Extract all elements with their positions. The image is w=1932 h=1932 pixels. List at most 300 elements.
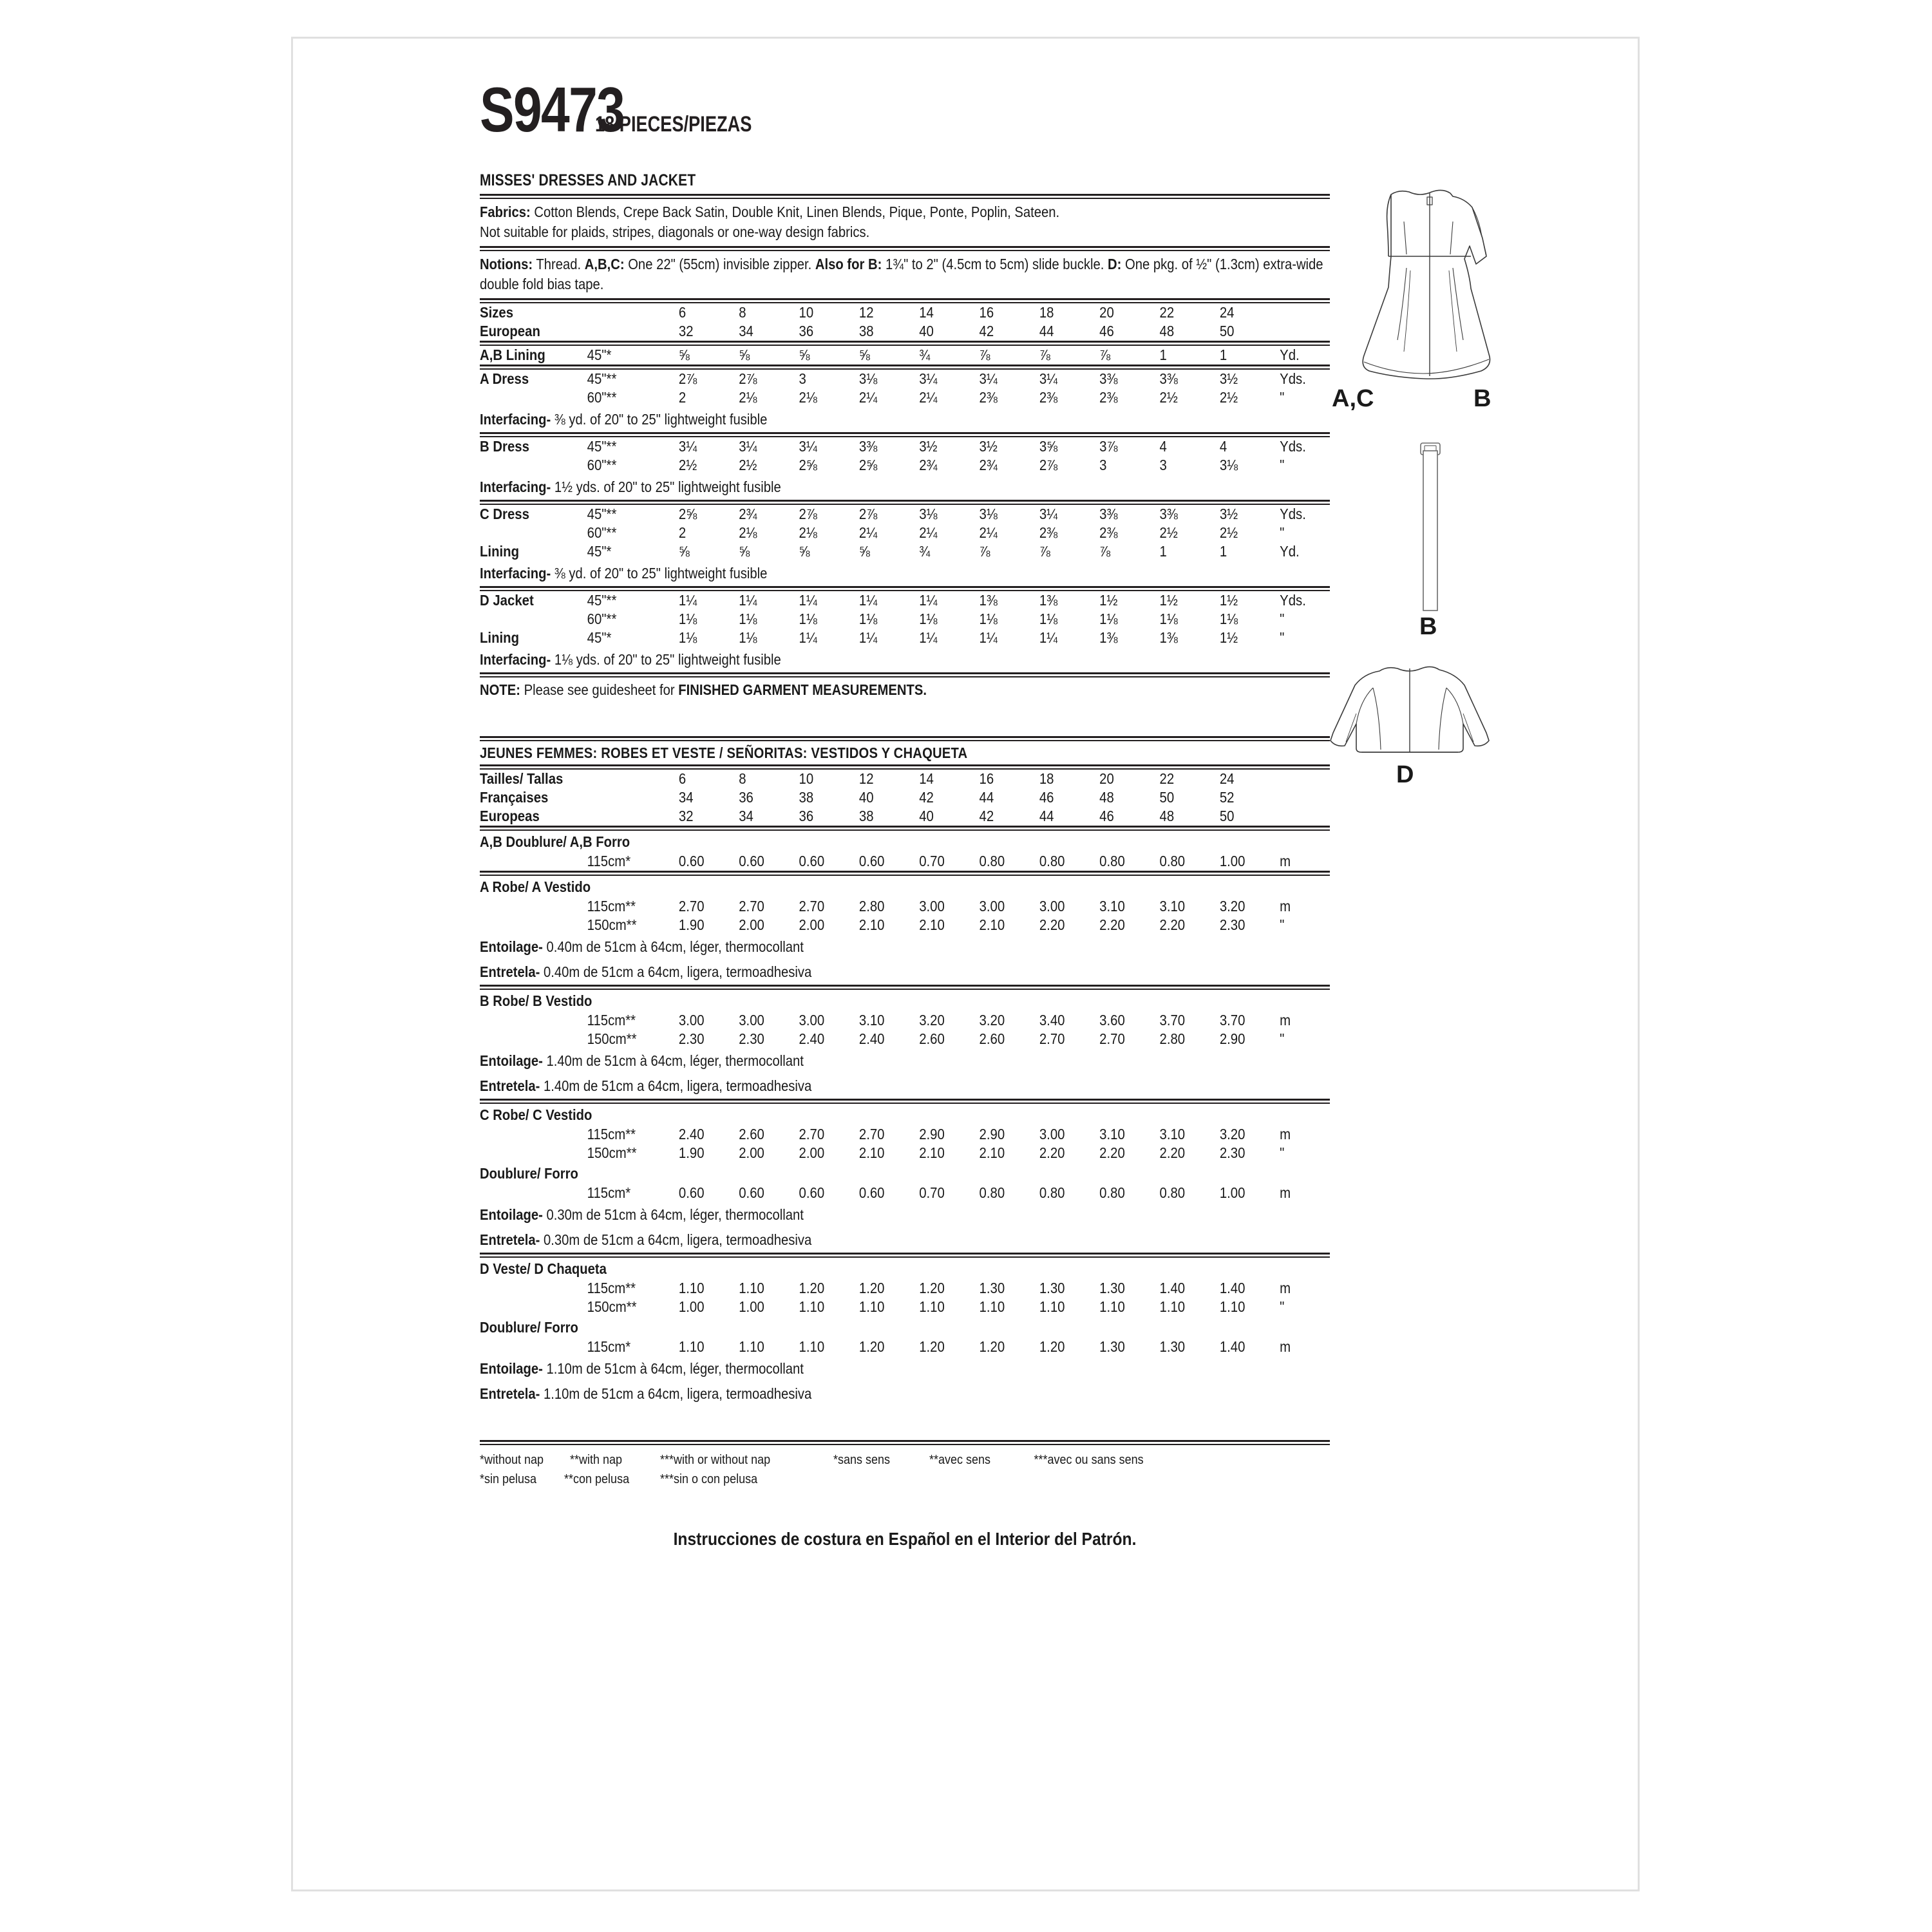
fabric-width: 60"** bbox=[587, 611, 617, 627]
yardage-value: 2.00 bbox=[799, 1144, 825, 1161]
interfacing-text: ⅜ yd. of 20" to 25" lightweight fusible bbox=[551, 411, 768, 428]
divider bbox=[480, 586, 1330, 591]
yardage-value: 3.00 bbox=[979, 898, 1005, 914]
divider bbox=[480, 672, 1330, 677]
metric-interfacing-text: 1.10m de 51cm a 64cm, ligera, termoadhesiva bbox=[540, 1385, 812, 1402]
yardage-value: 2⅛ bbox=[799, 389, 817, 406]
footnote-avec-ou-sans-sens: ***avec ou sans sens bbox=[1034, 1453, 1144, 1467]
yardage-value: 0.60 bbox=[799, 853, 825, 869]
yardage-value: 2½ bbox=[1219, 524, 1238, 541]
fabric-width bbox=[587, 807, 679, 826]
row-label bbox=[480, 388, 587, 407]
yardage-value: 2⅛ bbox=[739, 389, 757, 406]
yardage-value: 2¾ bbox=[979, 457, 998, 473]
yardage-value: ⅞ bbox=[1039, 346, 1050, 363]
metric-lining-table bbox=[480, 1184, 1330, 1202]
divider bbox=[480, 826, 1330, 831]
row-label: Françaises bbox=[480, 789, 549, 806]
interfacing-text: 1½ yds. of 20" to 25" lightweight fusible bbox=[551, 478, 781, 495]
header bbox=[480, 74, 1330, 155]
yardage-table bbox=[480, 370, 1330, 407]
yardage-value: 0.80 bbox=[1039, 853, 1065, 869]
fabric-width: 45"** bbox=[587, 592, 617, 609]
page-title: S9473 bbox=[480, 74, 625, 145]
yardage-value: 1.90 bbox=[678, 916, 705, 933]
metric-interfacing-line bbox=[480, 960, 1325, 985]
yardage-value: 44 bbox=[979, 789, 994, 806]
metric-interfacing-label: Entoilage- bbox=[480, 1360, 543, 1377]
fabric-width: 150cm** bbox=[587, 916, 637, 933]
yardage-value: 3¼ bbox=[919, 370, 938, 387]
yardage-value: 3⅜ bbox=[1159, 506, 1178, 522]
yardage-value: 2⅞ bbox=[858, 506, 878, 522]
divider bbox=[480, 246, 1330, 251]
yardage-value: 1.20 bbox=[799, 1280, 825, 1296]
yardage-value: 1½ bbox=[1099, 592, 1118, 609]
yardage-value: 3⅛ bbox=[858, 370, 878, 387]
yardage-value: 1.10 bbox=[739, 1338, 764, 1355]
yardage-value: 34 bbox=[739, 323, 753, 339]
notions-text-1: Thread. bbox=[533, 256, 585, 272]
yardage-value: 3 bbox=[799, 370, 806, 387]
metric-yardage-row bbox=[480, 1011, 1330, 1030]
yardage-value: 1⅛ bbox=[739, 629, 757, 646]
yardage-value: 1¼ bbox=[858, 592, 878, 609]
dress-figure bbox=[1327, 161, 1546, 438]
yardage-value: 18 bbox=[1039, 770, 1054, 787]
fabric-width bbox=[587, 770, 679, 788]
row-label: A,B Lining bbox=[480, 346, 545, 363]
metric-yardage-groups bbox=[480, 831, 1330, 1406]
metric-interfacing-text: 1.40m de 51cm a 64cm, ligera, termoadhesiva bbox=[540, 1077, 812, 1094]
yardage-value: 2.10 bbox=[979, 1144, 1005, 1161]
yardage-value: 1⅛ bbox=[739, 611, 757, 627]
yardage-value: 1.00 bbox=[739, 1298, 764, 1315]
yardage-value: 2.10 bbox=[919, 916, 945, 933]
yardage-value: 3¼ bbox=[979, 370, 998, 387]
yardage-value: 2.30 bbox=[678, 1030, 705, 1047]
yardage-value: 38 bbox=[799, 789, 814, 806]
yardage-value: 1⅛ bbox=[979, 611, 998, 627]
yardage-value: 2½ bbox=[1159, 524, 1178, 541]
row-label bbox=[480, 1338, 587, 1356]
yardage-value: 1⅛ bbox=[919, 611, 938, 627]
belt-label-b: B bbox=[1419, 613, 1437, 640]
yardage-value: 1¼ bbox=[799, 592, 817, 609]
yardage-value: 1¼ bbox=[1039, 629, 1058, 646]
yardage-value: ⅝ bbox=[799, 543, 810, 560]
yardage-value: 4 bbox=[1219, 438, 1227, 455]
divider bbox=[480, 500, 1330, 505]
interfacing-line bbox=[480, 647, 1325, 672]
row-label bbox=[480, 610, 587, 629]
yardage-value: 2.00 bbox=[799, 916, 825, 933]
row-label: Lining bbox=[480, 543, 520, 560]
yardage-value: 2.30 bbox=[739, 1030, 764, 1047]
interfacing-label: Interfacing- bbox=[480, 478, 551, 495]
row-label bbox=[480, 852, 587, 871]
yardage-value: 3.00 bbox=[739, 1012, 764, 1028]
unit-label: m bbox=[1280, 898, 1291, 914]
yardage-value: 1 bbox=[1159, 346, 1167, 363]
yardage-value: 2¼ bbox=[919, 389, 938, 406]
yardage-value: ⅝ bbox=[799, 346, 810, 363]
unit-label: Yds. bbox=[1280, 438, 1306, 455]
metric-interfacing-label: Entretela- bbox=[480, 1231, 540, 1248]
fabrics-label: Fabrics: bbox=[480, 204, 531, 220]
belt-figure bbox=[1327, 438, 1546, 657]
footnote-avec-sens: **avec sens bbox=[929, 1453, 991, 1467]
yardage-value: 42 bbox=[979, 323, 994, 339]
yardage-value: 2.40 bbox=[678, 1126, 705, 1142]
row-label bbox=[480, 456, 587, 475]
metric-subsection-head: Doublure/ Forro bbox=[480, 1319, 578, 1336]
metric-yardage-row bbox=[480, 1030, 1330, 1048]
metric-interfacing-line bbox=[480, 1074, 1325, 1099]
fabric-width bbox=[587, 303, 679, 322]
yardage-value: 2.20 bbox=[1099, 1144, 1125, 1161]
unit-label bbox=[1280, 322, 1330, 341]
metric-yardage-row bbox=[480, 852, 1330, 871]
yardage-table bbox=[480, 591, 1330, 647]
yardage-value: 2.70 bbox=[799, 1126, 825, 1142]
yardage-value: 8 bbox=[739, 304, 746, 321]
metric-section-head: A Robe/ A Vestido bbox=[480, 878, 591, 895]
yardage-value: 14 bbox=[919, 770, 934, 787]
fabric-width: 45"* bbox=[587, 346, 612, 363]
spanish-instructions-message: Instrucciones de costura en Español en el Interior del Patrón. bbox=[673, 1529, 1137, 1549]
yardage-value: 1½ bbox=[1219, 592, 1238, 609]
yardage-table bbox=[480, 346, 1330, 365]
unit-label: Yds. bbox=[1280, 506, 1306, 522]
yardage-value: 1.30 bbox=[1099, 1338, 1125, 1355]
jacket-back-view-icon bbox=[1327, 657, 1539, 786]
notions-text-2: One 22" (55cm) invisible zipper. bbox=[624, 256, 815, 272]
footnote-sin-pelusa: *sin pelusa bbox=[480, 1472, 537, 1486]
yardage-value: 14 bbox=[919, 304, 934, 321]
yardage-value: 0.70 bbox=[919, 1184, 945, 1201]
unit-label: Yds. bbox=[1280, 592, 1306, 609]
imperial-yardage-groups bbox=[480, 346, 1330, 672]
yardage-value: 18 bbox=[1039, 304, 1054, 321]
yardage-value: 1⅛ bbox=[858, 611, 878, 627]
yardage-value: 12 bbox=[858, 770, 874, 787]
divider bbox=[480, 194, 1330, 199]
yardage-value: 22 bbox=[1159, 304, 1175, 321]
yardage-value: 22 bbox=[1159, 770, 1175, 787]
yardage-row bbox=[480, 591, 1330, 610]
yardage-value: 2.40 bbox=[858, 1030, 885, 1047]
row-label bbox=[480, 1125, 587, 1144]
yardage-value: 1.00 bbox=[1219, 1184, 1245, 1201]
row-label bbox=[480, 524, 587, 542]
fabric-width: 115cm* bbox=[587, 1338, 631, 1355]
note-label: NOTE: bbox=[480, 681, 520, 698]
unit-label bbox=[1280, 770, 1330, 788]
yardage-row bbox=[480, 346, 1330, 365]
unit-label: m bbox=[1280, 1338, 1291, 1355]
yardage-value: ⅝ bbox=[678, 543, 690, 560]
yardage-value: ⅝ bbox=[858, 543, 870, 560]
fabrics-note: Not suitable for plaids, stripes, diagonals or one-way design fabrics. bbox=[480, 223, 870, 240]
yardage-value: 20 bbox=[1099, 304, 1114, 321]
row-label bbox=[480, 1279, 587, 1298]
fabric-width: 60"** bbox=[587, 389, 617, 406]
yardage-value: 3 bbox=[1159, 457, 1167, 473]
metric-interfacing-label: Entretela- bbox=[480, 1077, 540, 1094]
yardage-value: 1.10 bbox=[1039, 1298, 1065, 1315]
yardage-value: 2¼ bbox=[858, 524, 878, 541]
yardage-value: 1.10 bbox=[919, 1298, 945, 1315]
metric-lining-table bbox=[480, 1338, 1330, 1356]
yardage-value: 2⅜ bbox=[1039, 524, 1058, 541]
row-label bbox=[480, 1011, 587, 1030]
fabric-width: 115cm** bbox=[587, 1280, 636, 1296]
footnote-with-or-without-nap: ***with or without nap bbox=[660, 1453, 771, 1467]
yardage-value: 38 bbox=[858, 808, 874, 824]
yardage-value: 3.00 bbox=[1039, 898, 1065, 914]
yardage-value: 2.10 bbox=[979, 916, 1005, 933]
note-text: Please see guidesheet for bbox=[520, 681, 679, 698]
fabrics-list: Cotton Blends, Crepe Back Satin, Double Knit, Linen Blends, Pique, Ponte, Poplin, Sateen. bbox=[530, 204, 1060, 220]
fabric-width: 115cm* bbox=[587, 853, 631, 869]
footnotes bbox=[480, 1445, 1329, 1489]
yardage-value: 3½ bbox=[1219, 506, 1238, 522]
yardage-value: 3.10 bbox=[1159, 1126, 1186, 1142]
notions-text-3: 1¾" to 2" (4.5cm to 5cm) slide buckle. bbox=[882, 256, 1108, 272]
yardage-value: 46 bbox=[1099, 808, 1114, 824]
yardage-value: 42 bbox=[919, 789, 934, 806]
yardage-value: 2⅞ bbox=[799, 506, 817, 522]
yardage-value: 16 bbox=[979, 770, 994, 787]
yardage-value: 2.30 bbox=[1219, 916, 1245, 933]
interfacing-line bbox=[480, 561, 1325, 586]
footnote-row-en bbox=[480, 1450, 833, 1470]
row-label: Sizes bbox=[480, 304, 514, 321]
yardage-value: 20 bbox=[1099, 770, 1114, 787]
metric-section-head: B Robe/ B Vestido bbox=[480, 992, 592, 1009]
yardage-value: 40 bbox=[858, 789, 874, 806]
metric-lining-row bbox=[480, 1338, 1330, 1356]
yardage-value: 0.80 bbox=[1159, 1184, 1186, 1201]
yardage-value: 3¼ bbox=[799, 438, 817, 455]
notions-paragraph bbox=[480, 251, 1325, 298]
fabric-width: 45"** bbox=[587, 370, 617, 387]
yardage-value: 3.40 bbox=[1039, 1012, 1065, 1028]
unit-label: " bbox=[1280, 457, 1285, 473]
yardage-value: 2⅝ bbox=[858, 457, 878, 473]
metric-interfacing-line bbox=[480, 934, 1325, 960]
metric-interfacing-text: 0.30m de 51cm a 64cm, ligera, termoadhesiva bbox=[540, 1231, 812, 1248]
yardage-value: 10 bbox=[799, 770, 814, 787]
metric-interfacing-line bbox=[480, 1356, 1325, 1381]
unit-label: " bbox=[1280, 1144, 1285, 1161]
yardage-value: 2⅜ bbox=[1039, 389, 1058, 406]
yardage-value: 2⅜ bbox=[1099, 524, 1118, 541]
yardage-value: 2⅞ bbox=[739, 370, 757, 387]
divider bbox=[480, 736, 1330, 741]
yardage-value: ¾ bbox=[919, 543, 931, 560]
yardage-value: 1¼ bbox=[979, 629, 998, 646]
yardage-value: 1⅛ bbox=[678, 629, 697, 646]
yardage-value: 50 bbox=[1219, 323, 1235, 339]
yardage-table bbox=[480, 505, 1330, 561]
section-gap bbox=[480, 703, 1330, 736]
dress-label-ac: A,C bbox=[1332, 385, 1374, 412]
yardage-value: 1.30 bbox=[979, 1280, 1005, 1296]
yardage-row bbox=[480, 610, 1330, 629]
yardage-value: 2.20 bbox=[1099, 916, 1125, 933]
fabric-width: 45"** bbox=[587, 438, 617, 455]
notions-text-4: One pkg. of ½" (1.3cm) extra-wide double fold bias tape. bbox=[480, 256, 1323, 292]
yardage-value: 2⅞ bbox=[678, 370, 697, 387]
yardage-value: 2.80 bbox=[1159, 1030, 1186, 1047]
dress-label-b: B bbox=[1473, 385, 1492, 412]
row-label bbox=[480, 1298, 587, 1316]
yardage-value: 0.80 bbox=[979, 1184, 1005, 1201]
metric-interfacing-text: 0.30m de 51cm à 64cm, léger, thermocollant bbox=[542, 1206, 804, 1223]
yardage-value: 3⅛ bbox=[979, 506, 998, 522]
yardage-value: 1.10 bbox=[739, 1280, 764, 1296]
yardage-value: 0.80 bbox=[1099, 853, 1125, 869]
yardage-value: 1¼ bbox=[919, 592, 938, 609]
interfacing-line bbox=[480, 407, 1325, 432]
footnotes-en-es bbox=[480, 1450, 833, 1489]
yardage-value: 2.70 bbox=[858, 1126, 885, 1142]
row-label bbox=[480, 1144, 587, 1162]
yardage-value: 1.30 bbox=[1159, 1338, 1186, 1355]
yardage-table bbox=[480, 437, 1330, 475]
yardage-value: 3½ bbox=[919, 438, 938, 455]
yardage-value: 0.60 bbox=[739, 853, 764, 869]
yardage-row bbox=[480, 524, 1330, 542]
row-label: Europeas bbox=[480, 808, 540, 824]
metric-lining-row bbox=[480, 1184, 1330, 1202]
yardage-value: 1.20 bbox=[919, 1338, 945, 1355]
yardage-value: 3.20 bbox=[1219, 1126, 1245, 1142]
yardage-value: ⅝ bbox=[858, 346, 870, 363]
yardage-value: 3.10 bbox=[1099, 1126, 1125, 1142]
yardage-value: 2 bbox=[678, 524, 687, 541]
yardage-value: 1.30 bbox=[1099, 1280, 1125, 1296]
row-label bbox=[480, 1184, 587, 1202]
pieces-count: 18 PIECES/PIEZAS bbox=[595, 112, 752, 137]
category-title: MISSES' DRESSES AND JACKET bbox=[480, 171, 696, 189]
unit-label: Yds. bbox=[1280, 370, 1306, 387]
divider bbox=[480, 298, 1330, 303]
yardage-value: 1⅛ bbox=[1039, 611, 1058, 627]
fabric-width: 45"* bbox=[587, 629, 612, 646]
yardage-value: 1¼ bbox=[919, 629, 938, 646]
yardage-value: 0.80 bbox=[1099, 1184, 1125, 1201]
yardage-value: 2½ bbox=[1219, 389, 1238, 406]
metric-section-head: A,B Doublure/ A,B Forro bbox=[480, 833, 630, 850]
yardage-value: 2.60 bbox=[739, 1126, 764, 1142]
yardage-value: 1.30 bbox=[1039, 1280, 1065, 1296]
yardage-value: 2⅛ bbox=[739, 524, 757, 541]
yardage-value: 52 bbox=[1219, 789, 1235, 806]
yardage-value: 0.70 bbox=[919, 853, 945, 869]
metric-interfacing-text: 1.40m de 51cm à 64cm, léger, thermocollant bbox=[542, 1052, 804, 1069]
unit-label: " bbox=[1280, 611, 1285, 627]
metric-interfacing-label: Entoilage- bbox=[480, 1052, 543, 1069]
row-label: B Dress bbox=[480, 438, 529, 455]
yardage-value: 46 bbox=[1039, 789, 1054, 806]
yardage-value: 1⅛ bbox=[678, 611, 697, 627]
yardage-value: 3¼ bbox=[1039, 370, 1058, 387]
imperial-size-table bbox=[480, 303, 1330, 341]
row-label bbox=[480, 1030, 587, 1048]
yardage-value: 1.20 bbox=[919, 1280, 945, 1296]
yardage-value: 1.10 bbox=[1159, 1298, 1186, 1315]
yardage-value: 44 bbox=[1039, 808, 1054, 824]
footnote-con-pelusa: **con pelusa bbox=[564, 1472, 630, 1486]
yardage-value: 2½ bbox=[739, 457, 757, 473]
note-emphasis: FINISHED GARMENT MEASUREMENTS. bbox=[678, 681, 927, 698]
yardage-value: ⅞ bbox=[1099, 346, 1111, 363]
metric-yardage-table bbox=[480, 1011, 1330, 1048]
yardage-value: 1.20 bbox=[979, 1338, 1005, 1355]
yardage-value: 2.70 bbox=[739, 898, 764, 914]
yardage-value: 1⅛ bbox=[1159, 611, 1178, 627]
yardage-value: 1.10 bbox=[1099, 1298, 1125, 1315]
yardage-value: 1⅛ bbox=[799, 611, 817, 627]
yardage-value: 36 bbox=[799, 808, 814, 824]
yardage-value: 1 bbox=[1219, 346, 1227, 363]
yardage-value: 2½ bbox=[1159, 389, 1178, 406]
yardage-value: 2¾ bbox=[919, 457, 938, 473]
yardage-value: 1¼ bbox=[858, 629, 878, 646]
yardage-value: 3.00 bbox=[799, 1012, 825, 1028]
european-sizes-row bbox=[480, 322, 1330, 341]
divider bbox=[480, 432, 1330, 437]
yardage-value: 3¼ bbox=[678, 438, 697, 455]
row-label: Tailles/ Tallas bbox=[480, 770, 564, 787]
yardage-value: 0.60 bbox=[799, 1184, 825, 1201]
row-label: European bbox=[480, 323, 540, 339]
metric-yardage-table bbox=[480, 852, 1330, 871]
yardage-value: 48 bbox=[1159, 323, 1175, 339]
yardage-value: 1.10 bbox=[799, 1298, 825, 1315]
yardage-value: 0.80 bbox=[1039, 1184, 1065, 1201]
fabric-width: 150cm** bbox=[587, 1030, 637, 1047]
yardage-value: 2⅜ bbox=[979, 389, 998, 406]
yardage-value: 48 bbox=[1099, 789, 1114, 806]
yardage-value: 3.00 bbox=[678, 1012, 705, 1028]
fabric-width: 150cm** bbox=[587, 1144, 637, 1161]
yardage-value: 1.40 bbox=[1219, 1280, 1245, 1296]
footnote-sin-o-con-pelusa: ***sin o con pelusa bbox=[660, 1472, 758, 1486]
yardage-value: 2½ bbox=[678, 457, 697, 473]
unit-label: " bbox=[1280, 629, 1285, 646]
yardage-value: ⅞ bbox=[979, 346, 990, 363]
footnote-without-nap: *without nap bbox=[480, 1453, 544, 1467]
unit-label bbox=[1280, 807, 1330, 826]
fabric-width: 115cm** bbox=[587, 1012, 636, 1028]
yardage-value: 0.60 bbox=[858, 1184, 885, 1201]
metric-interfacing-line bbox=[480, 1202, 1325, 1227]
yardage-value: 3⅜ bbox=[1099, 370, 1118, 387]
yardage-value: 1½ bbox=[1219, 629, 1238, 646]
yardage-value: 6 bbox=[678, 770, 687, 787]
yardage-row bbox=[480, 505, 1330, 524]
unit-label: Yd. bbox=[1280, 543, 1300, 560]
yardage-value: 2.20 bbox=[1159, 916, 1186, 933]
sizes-row bbox=[480, 303, 1330, 322]
yardage-row bbox=[480, 629, 1330, 647]
metric-yardage-table bbox=[480, 897, 1330, 934]
metric-yardage-row bbox=[480, 1298, 1330, 1316]
